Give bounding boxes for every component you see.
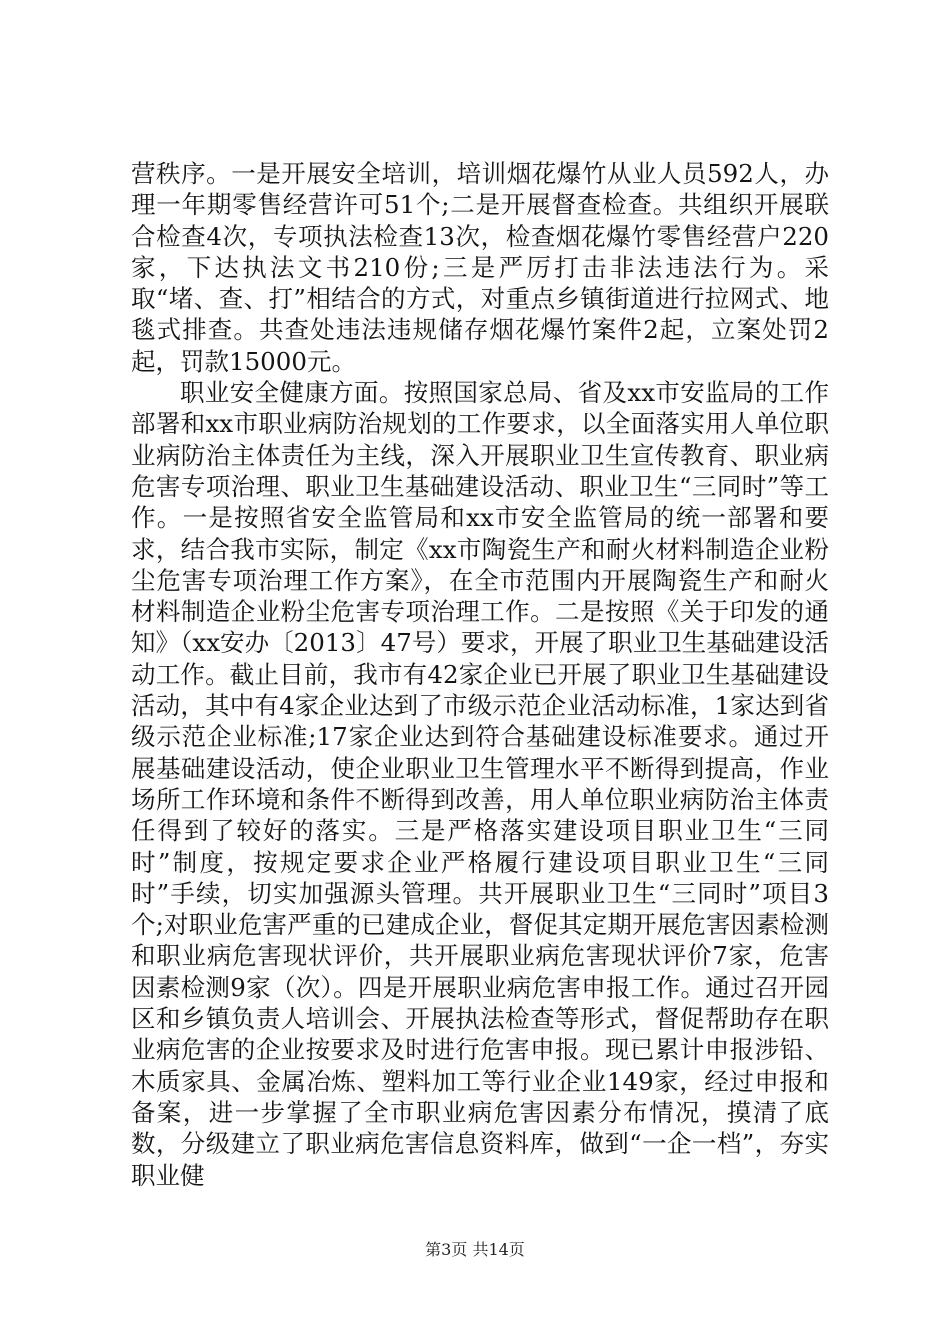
document-body — [131, 158, 829, 1191]
paragraph-fireworks-continuation: 营秩序。一是开展安全培训，培训烟花爆竹从业人员592人，办理一年期零售经营许可51个;二是开展督查检查。共组织开展联合检查4次，专项执法检查13次，检查烟花爆竹零售经营户220家，下达执法文书210份;三是严厉打击非法违法行为。采取“堵、查、打”相结合的方式，对重点乡镇街道进行拉网式、地毯式排查。共查处违法违规储存烟花爆竹案件2起，立案处罚2起，罚款15000元。 — [131, 159, 829, 376]
paragraph-occupational-health: 职业安全健康方面。按照国家总局、省及xx市安监局的工作部署和xx市职业病防治规划的工作要求，以全面落实用人单位职业病防治主体责任为主线，深入开展职业卫生宣传教育、职业病危害专项治理、职业卫生基础建设活动、职业卫生“三同时”等工作。一是按照省安全监管局和xx市安全监管局的统一部署和要求，结合我市实际，制定《xx市陶瓷生产和耐火材料制造企业粉尘危害专项治理工作方案》，在全市范围内开展陶瓷生产和耐火材料制造企业粉尘危害专项治理工作。二是按照《关于印发的通知》（xx安办〔2013〕47号）要求，开展了职业卫生基础建设活动工作。截止目前，我市有42家企业已开展了职业卫生基础建设活动，其中有4家企业达到了市级示范企业活动标准，1家达到省级示范企业标准;17家企业达到符合基础建设标准要求。通过开展基础建设活动，使企业职业卫生管理水平不断得到提高，作业场所工作环境和条件不断得到改善，用人单位职业病防治主体责任得到了较好的落实。三是严格落实建设项目职业卫生“三同时”制度，按规定要求企业严格履行建设项目职业卫生“三同时”手续，切实加强源头管理。共开展职业卫生“三同时”项目3个;对职业危害严重的已建成企业，督促其定期开展危害因素检测和职业病危害现状评价，共开展职业病危害现状评价7家，危害因素检测9家（次）。四是开展职业病危害申报工作。通过召开园区和乡镇负责人培训会、开展执法检查等形式，督促帮助存在职业病危害的企业按要求及时进行危害申报。现已累计申报涉铅、木质家具、金属冶炼、塑料加工等行业企业149家，经过申报和备案，进一步掌握了全市职业病危害因素分布情况，摸清了底数，分级建立了职业病危害信息资料库，做到“一企一档”，夯实职业健 — [131, 378, 829, 1190]
page-number-footer: 第3页 共14页 — [425, 1240, 525, 1259]
